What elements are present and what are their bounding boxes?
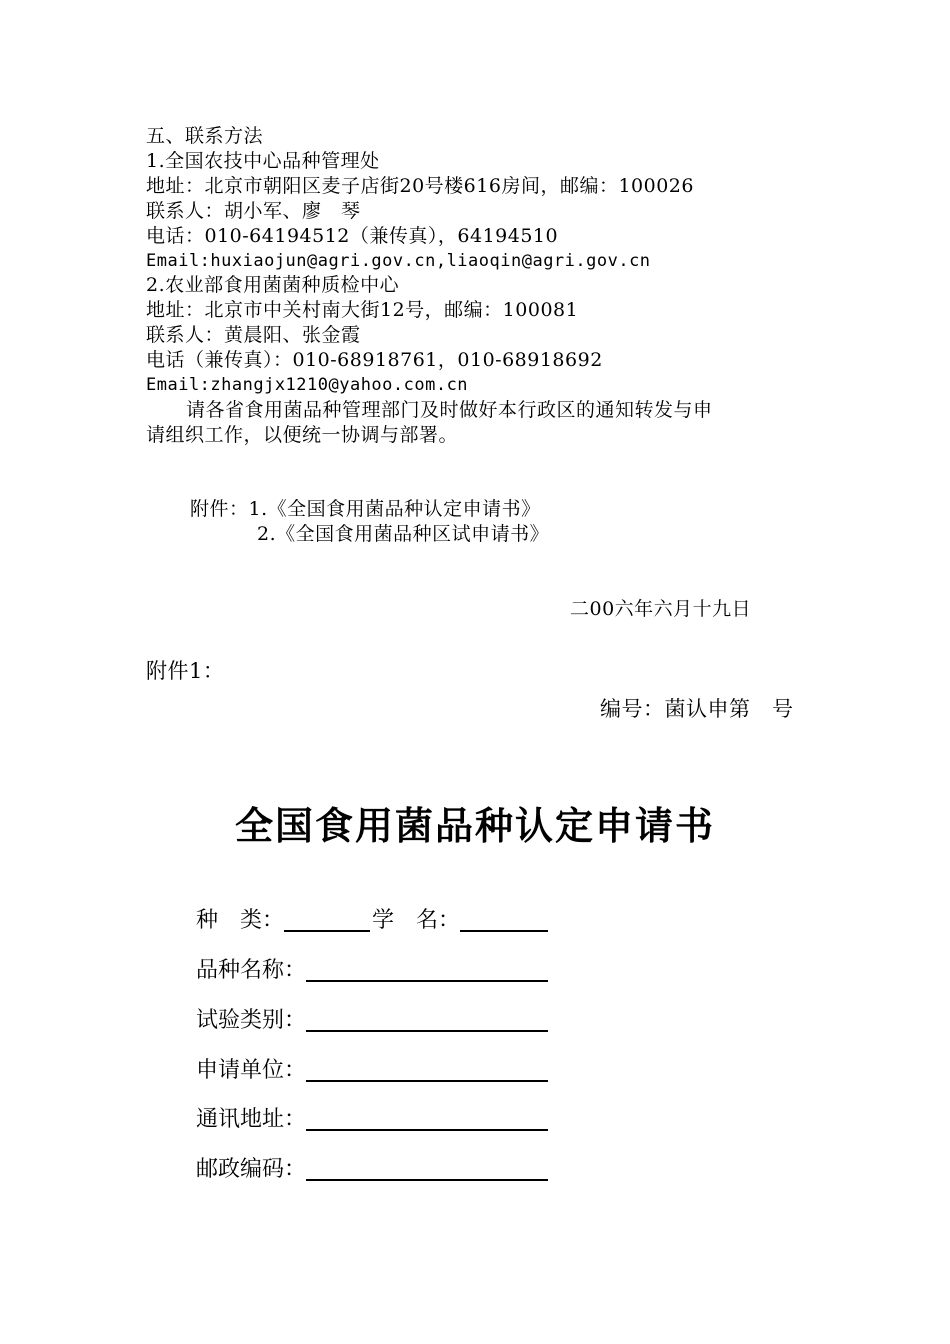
org1-contacts: 联系人：胡小军、廖 琴 (146, 200, 361, 222)
attachment-item-2: 2.《全国食用菌品种区试申请书》 (257, 523, 550, 545)
variety-name-row (196, 956, 548, 986)
org1-name: 1.全国农技中心品种管理处 (146, 150, 380, 172)
annex-label: 附件1： (146, 659, 225, 683)
application-number: 编号：菌认申第 号 (600, 697, 794, 721)
trial-type-label: 试验类别： (196, 1008, 307, 1033)
scientific-name-input-line[interactable] (460, 908, 548, 932)
attachment-item-1: 附件：1.《全国食用菌品种认定申请书》 (190, 498, 541, 520)
postcode-label: 邮政编码： (196, 1157, 307, 1182)
org2-contacts: 联系人：黄晨阳、张金霞 (146, 324, 361, 346)
org1-email: Email:huxiaojun@agri.gov.cn,liaoqin@agri.gov.cn (146, 251, 651, 271)
species-label: 种 类： (196, 908, 285, 933)
applicant-input-line[interactable] (306, 1058, 548, 1082)
org2-name: 2.农业部食用菌菌种质检中心 (146, 274, 400, 296)
variety-name-label: 品种名称： (196, 958, 307, 983)
org2-email: Email:zhangjx1210@yahoo.com.cn (146, 375, 469, 395)
postcode-row (196, 1155, 548, 1185)
address-row (196, 1105, 548, 1135)
species-row (196, 906, 548, 936)
species-input-line[interactable] (284, 908, 370, 932)
trial-type-row (196, 1006, 548, 1036)
document-date: 二00六年六月十九日 (570, 598, 752, 620)
request-paragraph-line1: 请各省食用菌品种管理部门及时做好本行政区的通知转发与申 (186, 399, 713, 421)
org2-address: 地址：北京市中关村南大街12号，邮编：100081 (146, 299, 579, 321)
scientific-name-label: 学 名： (372, 908, 461, 933)
org1-phone: 电话：010-64194512（兼传真），64194510 (146, 225, 559, 247)
request-paragraph-line2: 请组织工作，以便统一协调与部署。 (146, 424, 459, 446)
section-heading: 五、联系方法 (146, 125, 264, 147)
variety-name-input-line[interactable] (306, 958, 548, 982)
applicant-label: 申请单位： (196, 1058, 307, 1083)
address-input-line[interactable] (306, 1107, 548, 1131)
trial-type-input-line[interactable] (306, 1008, 548, 1032)
page-title: 全国食用菌品种认定申请书 (234, 804, 715, 848)
postcode-input-line[interactable] (306, 1157, 548, 1181)
applicant-row (196, 1056, 548, 1086)
address-label: 通讯地址： (196, 1107, 307, 1132)
org2-phone: 电话（兼传真）：010-68918761，010-68918692 (146, 349, 603, 371)
org1-address: 地址：北京市朝阳区麦子店街20号楼616房间，邮编：100026 (146, 175, 694, 197)
